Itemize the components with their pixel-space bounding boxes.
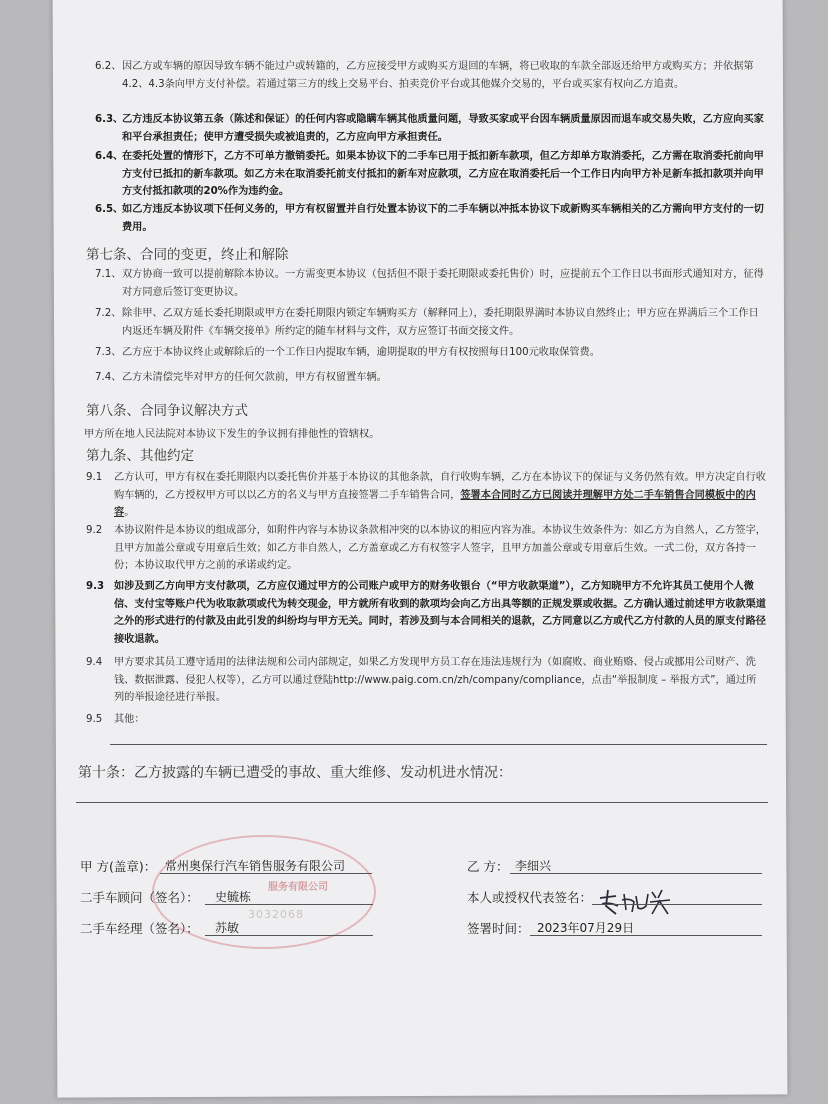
clause-6-3 <box>95 111 765 146</box>
clause-9-5 <box>86 711 766 729</box>
clause-number: 6.4、 <box>95 151 124 162</box>
clause-7-1 <box>95 266 765 301</box>
clause-text: 其他： <box>114 714 145 725</box>
clause-text: 乙方违反本协议第五条（陈述和保证）的任何内容或隐瞒车辆其他质量问题，导致买家或平台因车辆质量原因而退车或交易失败，乙方应向买家和平台承担责任；使甲方遭受损失或被追责的，乙方应向甲方承担责任。 <box>122 114 764 143</box>
seal-text: 服务有限公司 <box>268 882 328 893</box>
clause-number: 9.5 <box>86 714 103 725</box>
clause-9-1: 9.1 乙方认可，甲方有权在委托期限内以委托售价并基于本协议的其他条款，自行收购车辆，乙方在本协议下的保证与义务仍然有效。甲方决定自行收购车辆的，乙方授权甲方可以以乙方的名义与甲方直接签署二手车销售合同，签署本合同时乙方已阅读并理解甲方处二手车销售合同模板中的内容。 <box>86 469 766 522</box>
clause-number: 6.5、 <box>95 204 124 215</box>
clause-number: 7.2、 <box>95 308 122 319</box>
representative-label: 本人或授权代表签名： <box>467 890 593 905</box>
clause-text: 除非甲、乙双方延长委托期限或甲方在委托期限内锁定车辆购买方（解释同上），委托期限界满时本协议自然终止；甲方应在界满后三个工作日内返还车辆及附件《车辆交接单》所约定的随车材料与文件，双方应签订书面交接文件。 <box>122 308 759 337</box>
clause-6-2 <box>95 58 765 93</box>
signature-line <box>205 904 373 905</box>
clause-9-3 <box>86 578 766 648</box>
clause-text: 乙方未清偿完毕对甲方的任何欠款前，甲方有权留置车辆。 <box>122 372 387 383</box>
clause-underlined-text: 签署本合同时乙方已阅读并理解甲方处二手车销售合同模板中的内容 <box>114 489 756 518</box>
signature-line <box>510 873 762 874</box>
advisor-value: 史毓栋 <box>215 890 252 904</box>
date-label: 签署时间： <box>467 921 530 936</box>
clause-6-4 <box>95 148 765 201</box>
party-a-label: 甲 方(盖章)： <box>80 859 157 874</box>
clause-number: 7.3、 <box>95 347 122 358</box>
clause-text: 甲方要求其员工遵守适用的法律法规和公司内部规定，如果乙方发现甲方员工存在违法违规行为（如腐败、商业贿赂、侵占或挪用公司财产、洗钱、数据泄露、侵犯人权等），乙方可以通过登陆http://www.paig.com.cn/zh/company/compliance，点击“举报制度 – 举报方式”，通过所列的举报途径进行举报。 <box>114 657 757 703</box>
clause-7-4 <box>95 369 765 387</box>
section-9-title: 第九条、其他约定 <box>86 448 194 464</box>
date-value: 2023年07月29日 <box>537 921 635 935</box>
clause-text: 乙方应于本协议终止或解除后的一个工作日内提取车辆，逾期提取的甲方有权按照每日100元收取保管费。 <box>122 347 600 358</box>
signature-line <box>530 935 762 936</box>
section-8-text: 甲方所在地人民法院对本协议下发生的争议拥有排他性的管辖权。 <box>84 429 380 440</box>
clause-number: 7.4、 <box>95 372 122 383</box>
clause-number: 7.1、 <box>95 269 122 280</box>
section-10-title: 第十条：乙方披露的车辆已遭受的事故、重大维修、发动机进水情况： <box>78 765 512 781</box>
clause-9-2 <box>86 522 766 575</box>
party-a-value: 常州奥保行汽车销售服务有限公司 <box>165 859 346 873</box>
clause-text: 乙方认可，甲方有权在委托期限内以委托售价并基于本协议的其他条款，自行收购车辆，乙方在本协议下的保证与义务仍然有效。甲方决定自行收购车辆的，乙方授权甲方可以以乙方的名义与甲方直接签署二手车销售合同， <box>114 472 766 501</box>
clause-text: 在委托处置的情形下，乙方不可单方撤销委托。如果本协议下的二手车已用于抵扣新车款项，但乙方却单方取消委托，乙方需在取消委托前向甲方支付已抵扣的新车款项。如乙方未在取消委托前支付抵扣的新车对应款项，乙方应在取消委托后一个工作日内向甲方补足新车抵扣款项并向甲方支付抵扣款项的20%作为违约金。 <box>122 151 764 197</box>
clause-text: 如乙方违反本协议项下任何义务的，甲方有权留置并自行处置本协议下的二手车辆以冲抵本协议下或新购买车辆相关的乙方需向甲方支付的一切费用。 <box>122 204 764 233</box>
advisor-label: 二手车顾问（签名）： <box>80 890 199 905</box>
clause-7-3 <box>95 344 765 362</box>
manager-value: 苏敏 <box>215 921 240 935</box>
clause-number: 9.4 <box>86 657 103 668</box>
clause-number: 9.3 <box>86 581 105 592</box>
clause-number: 6.2、 <box>95 61 122 72</box>
clause-number: 9.1 <box>86 472 103 483</box>
clause-text: 如涉及到乙方向甲方支付款项，乙方应仅通过甲方的公司账户或甲方的财务收银台（“甲方收款渠道”），乙方知晓甲方不允许其员工使用个人微信、支付宝等账户代为收取款项或代为转交现金，甲方就所有收到的款项均会向乙方出具等额的正规发票或收据。乙方确认通过前述甲方收款渠道之外的形式进行的付款及由此引发的纠纷均与甲方无关。同时，若涉及到与本合同相关的退款，乙方同意以乙方或代乙方付款的人员的原支付路径接收退款。 <box>114 581 766 645</box>
clause-6-5 <box>95 201 765 236</box>
blank-line <box>110 744 767 745</box>
clause-text: 双方协商一致可以提前解除本协议。一方需变更本协议（包括但不限于委托期限或委托售价）时，应提前五个工作日以书面形式通知对方，征得对方同意后签订变更协议。 <box>122 269 764 298</box>
blank-line <box>76 802 768 803</box>
clause-text: 因乙方或车辆的原因导致车辆不能过户或转籍的，乙方应接受甲方或购买方退回的车辆，将已收取的车款全部返还给甲方或购买方；并依据第4.2、4.3条向甲方支付补偿。若通过第三方的线上交易平台、拍卖竞价平台或其他媒介交易的，平台或买家有权向乙方追责。 <box>122 61 754 90</box>
signature-line <box>205 935 373 936</box>
manager-label: 二手车经理（签名）： <box>80 921 199 936</box>
clause-9-4 <box>86 654 766 707</box>
clause-number: 6.3、 <box>95 114 124 125</box>
handwritten-signature <box>596 884 676 918</box>
signature-line <box>160 873 372 874</box>
clause-number: 9.2 <box>86 525 103 536</box>
clause-7-2 <box>95 305 765 340</box>
section-7-title: 第七条、合同的变更，终止和解除 <box>86 247 289 263</box>
section-8-title: 第八条、合同争议解决方式 <box>86 403 248 419</box>
signature-line <box>592 904 762 905</box>
seal-number: 3032068 <box>248 908 304 921</box>
party-b-label: 乙 方： <box>467 859 509 874</box>
party-b-value: 李细兴 <box>515 859 552 873</box>
clause-text: 本协议附件是本协议的组成部分，如附件内容与本协议条款相冲突的以本协议的相应内容为准。本协议生效条件为：如乙方为自然人，乙方签字，且甲方加盖公章或专用章后生效；如乙方非自然人，乙方盖章或乙方有权签字人签字，且甲方加盖公章或专用章后生效。一式二份，双方各持一份；本协议取代甲方之前的承诺或约定。 <box>114 525 766 571</box>
